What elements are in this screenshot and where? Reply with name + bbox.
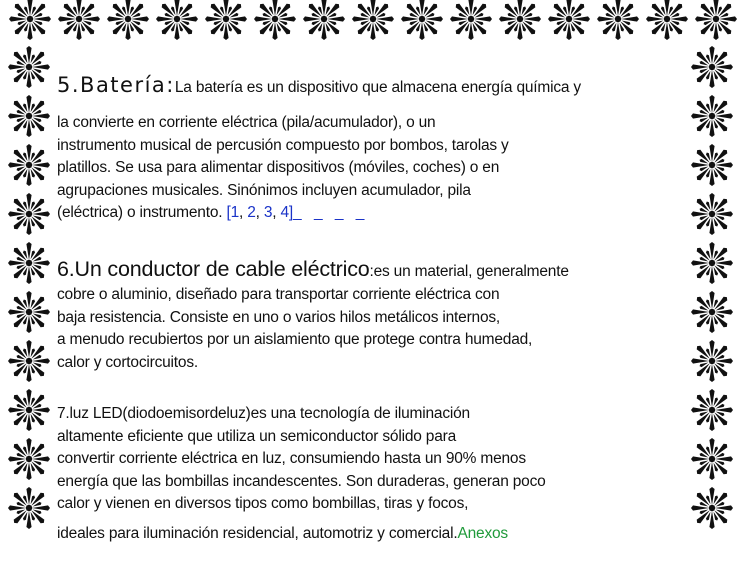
asterisk-flower-icon (690, 192, 734, 236)
section-line: calor y vienen en diversos tipos como bombillas, tiras y focos, (57, 495, 469, 512)
section-line: cobre o aluminio, diseñado para transportar corriente eléctrica con (57, 286, 500, 303)
asterisk-flower-icon (155, 0, 199, 41)
asterisk-flower-icon (7, 437, 51, 481)
section-bateria (57, 74, 677, 225)
section-conductor (57, 258, 677, 374)
asterisk-flower-icon (7, 486, 51, 530)
section-title: 5.Batería: (57, 73, 175, 97)
section-line: altamente eficiente que utiliza un semiconductor sólido para (57, 427, 456, 445)
section-line: instrumento musical de percusión compuesto por bombos, tarolas y (57, 136, 509, 154)
section-line-text: (eléctrica) o instrumento. (57, 204, 227, 221)
section-line-last (57, 523, 677, 546)
asterisk-flower-icon (7, 192, 51, 236)
section-line-text: ideales para iluminación residencial, automotriz y comercial. (57, 524, 458, 542)
reference-link-2[interactable]: 2 (247, 204, 256, 221)
asterisk-flower-icon (498, 0, 542, 41)
section-line: energía que las bombillas incandescentes. Son duraderas, generan poco (57, 472, 546, 490)
reference-separator: , (239, 204, 248, 221)
section-text-first: :es un material, generalmente (369, 263, 569, 280)
reference-link-1[interactable]: 1 (230, 204, 239, 221)
asterisk-flower-icon (7, 143, 51, 187)
asterisk-flower-icon (253, 0, 297, 41)
anexos-link[interactable]: Anexos (457, 524, 508, 542)
asterisk-flower-icon (690, 339, 734, 383)
reference-link-3[interactable]: 3 (263, 204, 273, 221)
section-line: baja resistencia. Consiste en uno o varios hilos metálicos internos, (57, 308, 501, 326)
asterisk-flower-icon (694, 0, 738, 41)
asterisk-flower-icon (690, 241, 734, 285)
asterisk-flower-icon (7, 241, 51, 285)
asterisk-flower-icon (7, 290, 51, 334)
asterisk-flower-icon (690, 437, 734, 481)
asterisk-flower-icon (7, 388, 51, 432)
section-line: platillos. Se usa para alimentar dispositivos (móviles, coches) o en (57, 159, 500, 176)
asterisk-flower-icon (596, 0, 640, 41)
reference-separator: , (255, 204, 264, 221)
asterisk-flower-icon (7, 339, 51, 383)
section-line: la convierte en corriente eléctrica (pila/acumulador), o un (57, 114, 436, 131)
asterisk-flower-icon (8, 0, 52, 41)
asterisk-flower-icon (204, 0, 248, 41)
asterisk-flower-icon (690, 388, 734, 432)
asterisk-flower-icon (7, 94, 51, 138)
reference-separator: , (272, 204, 281, 221)
asterisk-flower-icon (302, 0, 346, 41)
asterisk-flower-icon (645, 0, 689, 41)
reference-bracket-open: [ (226, 204, 231, 221)
asterisk-flower-icon (400, 0, 444, 41)
section-led (57, 403, 677, 545)
asterisk-flower-icon (7, 45, 51, 89)
reference-bracket-close: ] (288, 204, 294, 221)
asterisk-flower-icon (690, 45, 734, 89)
section-line: 7.luz LED(diodoemisordeluz)es una tecnología de iluminación (57, 405, 470, 422)
section-text-first: La batería es un dispositivo que almacena energía química y (174, 79, 581, 96)
asterisk-flower-icon (690, 94, 734, 138)
section-line-refs (57, 202, 677, 225)
asterisk-flower-icon (690, 486, 734, 530)
asterisk-flower-icon (351, 0, 395, 41)
trailing-dashes: _ _ _ _ (293, 204, 369, 221)
reference-link-4[interactable]: 4 (280, 204, 289, 221)
asterisk-flower-icon (690, 290, 734, 334)
section-line: a menudo recubiertos por un aislamiento que protege contra humedad, (57, 331, 533, 348)
asterisk-flower-icon (106, 0, 150, 41)
section-title: 6.Un conductor de cable eléctrico (57, 257, 370, 281)
asterisk-flower-icon (449, 0, 493, 41)
asterisk-flower-icon (690, 143, 734, 187)
section-line: agrupaciones musicales. Sinónimos incluyen acumulador, pila (57, 181, 471, 199)
asterisk-flower-icon (547, 0, 591, 41)
section-line: calor y cortocircuitos. (57, 353, 198, 371)
asterisk-flower-icon (57, 0, 101, 41)
section-line: convertir corriente eléctrica en luz, consumiendo hasta un 90% menos (57, 450, 526, 467)
